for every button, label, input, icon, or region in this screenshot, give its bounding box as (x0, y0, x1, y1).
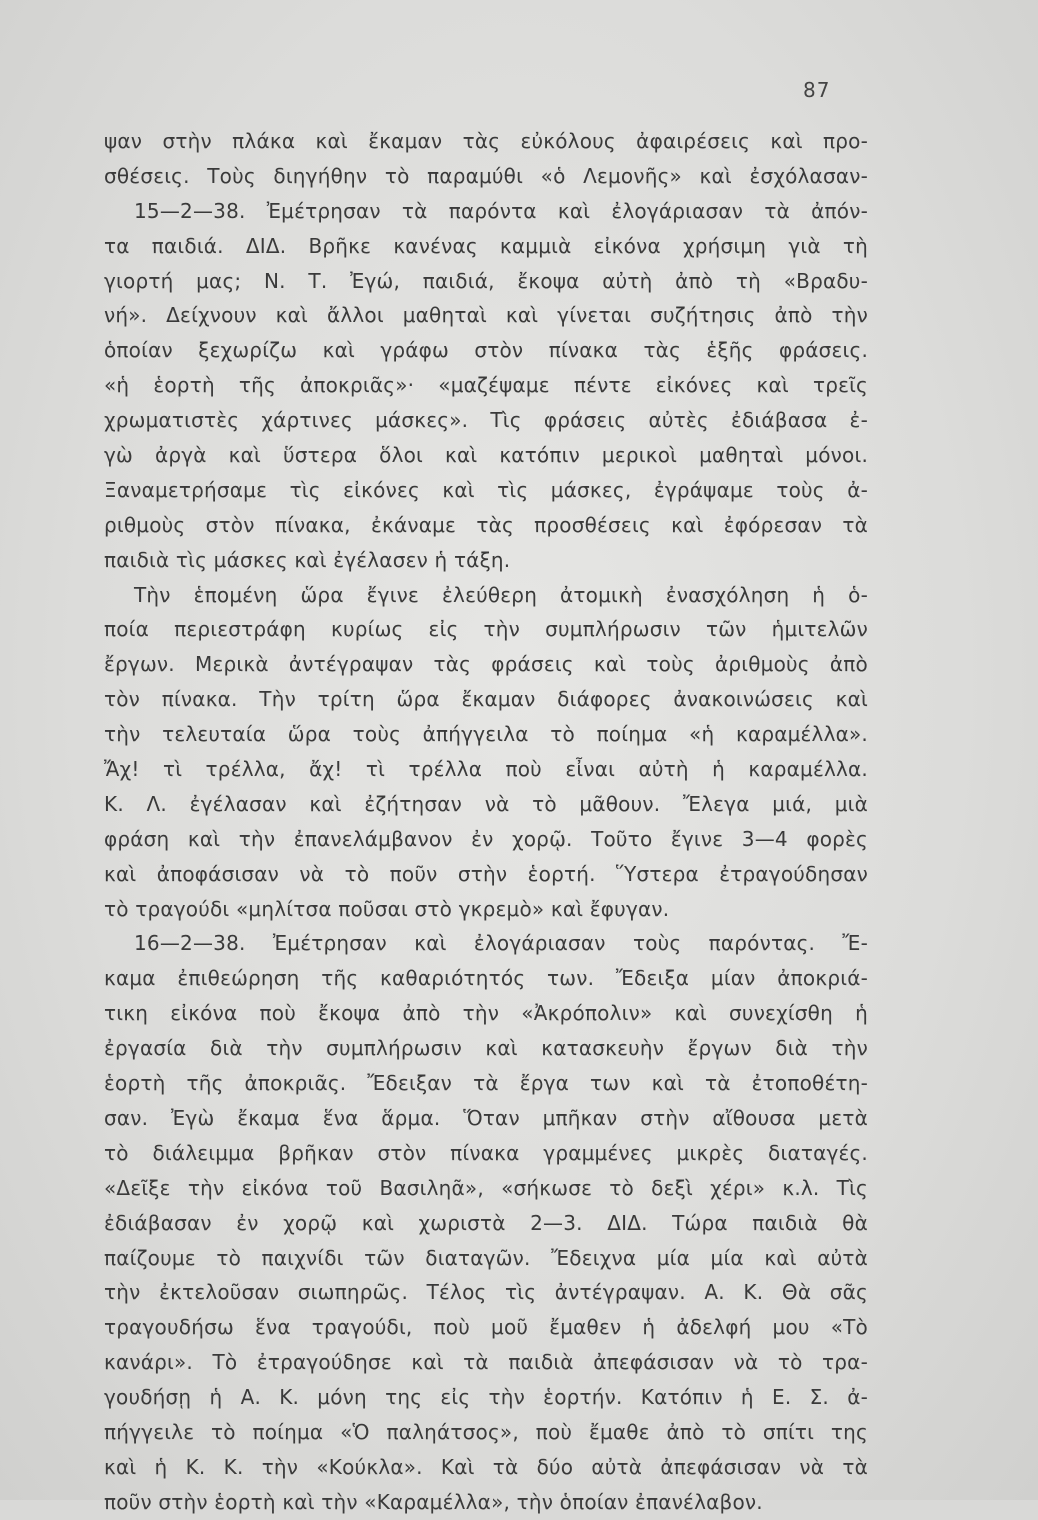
text-line: ἑορτὴ τῆς ἀποκριᾶς. Ἔδειξαν τὰ ἔργα των καὶ τὰ ἐτοποθέτη- (104, 1071, 868, 1096)
text-line: τὸ διάλειμμα βρῆκαν στὸν πίνακα γραμμένες μικρὲς διαταγές. (104, 1140, 868, 1165)
text-line: τὸν πίνακα. Τὴν τρίτη ὥρα ἔκαμαν διάφορες ἀνακοινώσεις καὶ (104, 687, 868, 712)
text-line: 16—2—38. Ἐμέτρησαν καὶ ἐλογάριασαν τοὺς παρόντας. Ἔ- (134, 931, 868, 956)
text-line: τὴν τελευταία ὥρα τοὺς ἀπήγγειλα τὸ ποίημα «ἡ καραμέλλα». (104, 722, 868, 747)
text-line: ἐδιάβασαν ἐν χορῷ καὶ χωριστὰ 2—3. ΔΙΔ. Τώρα παιδιὰ θὰ (104, 1210, 868, 1235)
text-line: πήγγειλε τὸ ποίημα «Ὁ παληάτσος», ποὺ ἔμαθε ἀπὸ τὸ σπίτι της (104, 1419, 868, 1444)
text-line: 15—2—38. Ἐμέτρησαν τὰ παρόντα καὶ ἐλογάριασαν τὰ ἀπόν- (134, 198, 868, 223)
text-line: ποῦν στὴν ἑορτὴ καὶ τὴν «Καραμέλλα», τὴν ὁποίαν ἐπανέλαβον. (104, 1489, 763, 1514)
text-line: καμα ἐπιθεώρηση τῆς καθαριότητός των. Ἔδειξα μίαν ἀποκριά- (104, 966, 868, 991)
text-line: καὶ ἀποφάσισαν νὰ τὸ ποῦν στὴν ἑορτή. Ὕστερα ἐτραγούδησαν (104, 861, 868, 886)
text-line: γιορτή μας; Ν. Τ. Ἐγώ, παιδιά, ἔκοψα αὐτὴ ἀπὸ τὴ «Βραδυ- (104, 268, 868, 293)
body-text (104, 124, 868, 1520)
text-line: ριθμοὺς στὸν πίνακα, ἐκάναμε τὰς προσθέσεις καὶ ἐφόρεσαν τὰ (104, 512, 868, 537)
text-line: Κ. Λ. ἐγέλασαν καὶ ἐζήτησαν νὰ τὸ μᾶθουν. Ἔλεγα μιά, μιὰ (104, 791, 868, 816)
text-line: Τὴν ἑπομένη ὥρα ἔγινε ἐλεύθερη ἀτομικὴ ἐνασχόληση ἡ ὁ- (134, 582, 868, 607)
text-line: τὸ τραγούδι «μηλίτσα ποῦσαι στὸ γκρεμὸ» καὶ ἔφυγαν. (104, 896, 670, 921)
text-line: τὴν ἐκτελοῦσαν σιωπηρῶς. Τέλος τὶς ἀντέγραψαν. Α. Κ. Θὰ σᾶς (104, 1280, 868, 1305)
text-line: φράση καὶ τὴν ἐπανελάμβανον ἐν χορῷ. Τοῦτο ἔγινε 3—4 φορὲς (104, 826, 868, 851)
text-line: νή». Δείχνουν καὶ ἄλλοι μαθηταὶ καὶ γίνεται συζήτησις ἀπὸ τὴν (104, 303, 868, 328)
text-line: καὶ ἡ Κ. Κ. τὴν «Κούκλα». Καὶ τὰ δύο αὐτὰ ἀπεφάσισαν νὰ τὰ (104, 1454, 868, 1479)
text-line: ποία περιεστράφη κυρίως εἰς τὴν συμπλήρωσιν τῶν ἡμιτελῶν (104, 617, 868, 642)
page-number: 87 (803, 78, 831, 102)
text-line: «ἡ ἑορτὴ τῆς ἀποκριᾶς»· «μαζέψαμε πέντε εἰκόνες καὶ τρεῖς (104, 373, 868, 398)
text-line: τραγουδήσω ἕνα τραγούδι, ποὺ μοῦ ἔμαθεν ἡ ἀδελφή μου «Τὸ (104, 1315, 868, 1340)
text-line: σθέσεις. Τοὺς διηγήθην τὸ παραμύθι «ὁ Λεμονῆς» καὶ ἐσχόλασαν- (104, 163, 868, 188)
text-line: σαν. Ἐγὼ ἔκαμα ἕνα ἅρμα. Ὅταν μπῆκαν στὴν αἴθουσα μετὰ (104, 1105, 868, 1130)
text-line: κανάρι». Τὸ ἐτραγούδησε καὶ τὰ παιδιὰ ἀπεφάσισαν νὰ τὸ τρα- (104, 1350, 868, 1375)
text-line: Ἄχ! τὶ τρέλλα, ἄχ! τὶ τρέλλα ποὺ εἶναι αὐτὴ ἡ καραμέλλα. (104, 757, 868, 782)
text-line: Ξαναμετρήσαμε τὶς εἰκόνες καὶ τὶς μάσκες, ἐγράψαμε τοὺς ἀ- (104, 477, 868, 502)
text-line: γουδήσῃ ἡ Α. Κ. μόνη της εἰς τὴν ἑορτήν. Κατόπιν ἡ Ε. Σ. ἀ- (104, 1385, 868, 1410)
text-line: παίζουμε τὸ παιχνίδι τῶν διαταγῶν. Ἔδειχνα μία μία καὶ αὐτὰ (104, 1245, 868, 1270)
text-line: τικη εἰκόνα ποὺ ἔκοψα ἀπὸ τὴν «Ἀκρόπολιν» καὶ συνεχίσθη ἡ (104, 1001, 868, 1026)
text-line: ὁποίαν ξεχωρίζω καὶ γράφω στὸν πίνακα τὰς ἑξῆς φράσεις. (104, 338, 868, 363)
text-line: παιδιὰ τὶς μάσκες καὶ ἐγέλασεν ἡ τάξη. (104, 547, 511, 572)
text-line: ἐργασία διὰ τὴν συμπλήρωσιν καὶ κατασκευὴν ἔργων διὰ τὴν (104, 1036, 868, 1061)
text-line: ψαν στὴν πλάκα καὶ ἔκαμαν τὰς εὐκόλους ἀφαιρέσεις καὶ προ- (104, 129, 868, 153)
text-line: γὼ ἀργὰ καὶ ὕστερα ὅλοι καὶ κατόπιν μερικοὶ μαθηταὶ μόνοι. (104, 443, 868, 468)
text-line: χρωματιστὲς χάρτινες μάσκες». Τὶς φράσεις αὐτὲς ἐδιάβασα ἐ- (104, 408, 868, 433)
text-line: τα παιδιά. ΔΙΔ. Βρῆκε κανένας καμμιὰ εἰκόνα χρήσιμη γιὰ τὴ (104, 233, 868, 258)
text-line: «Δεῖξε τὴν εἰκόνα τοῦ Βασιληᾶ», «σήκωσε τὸ δεξὶ χέρι» κ.λ. Τὶς (104, 1175, 868, 1200)
text-line: ἔργων. Μερικὰ ἀντέγραψαν τὰς φράσεις καὶ τοὺς ἀριθμοὺς ἀπὸ (104, 652, 868, 677)
